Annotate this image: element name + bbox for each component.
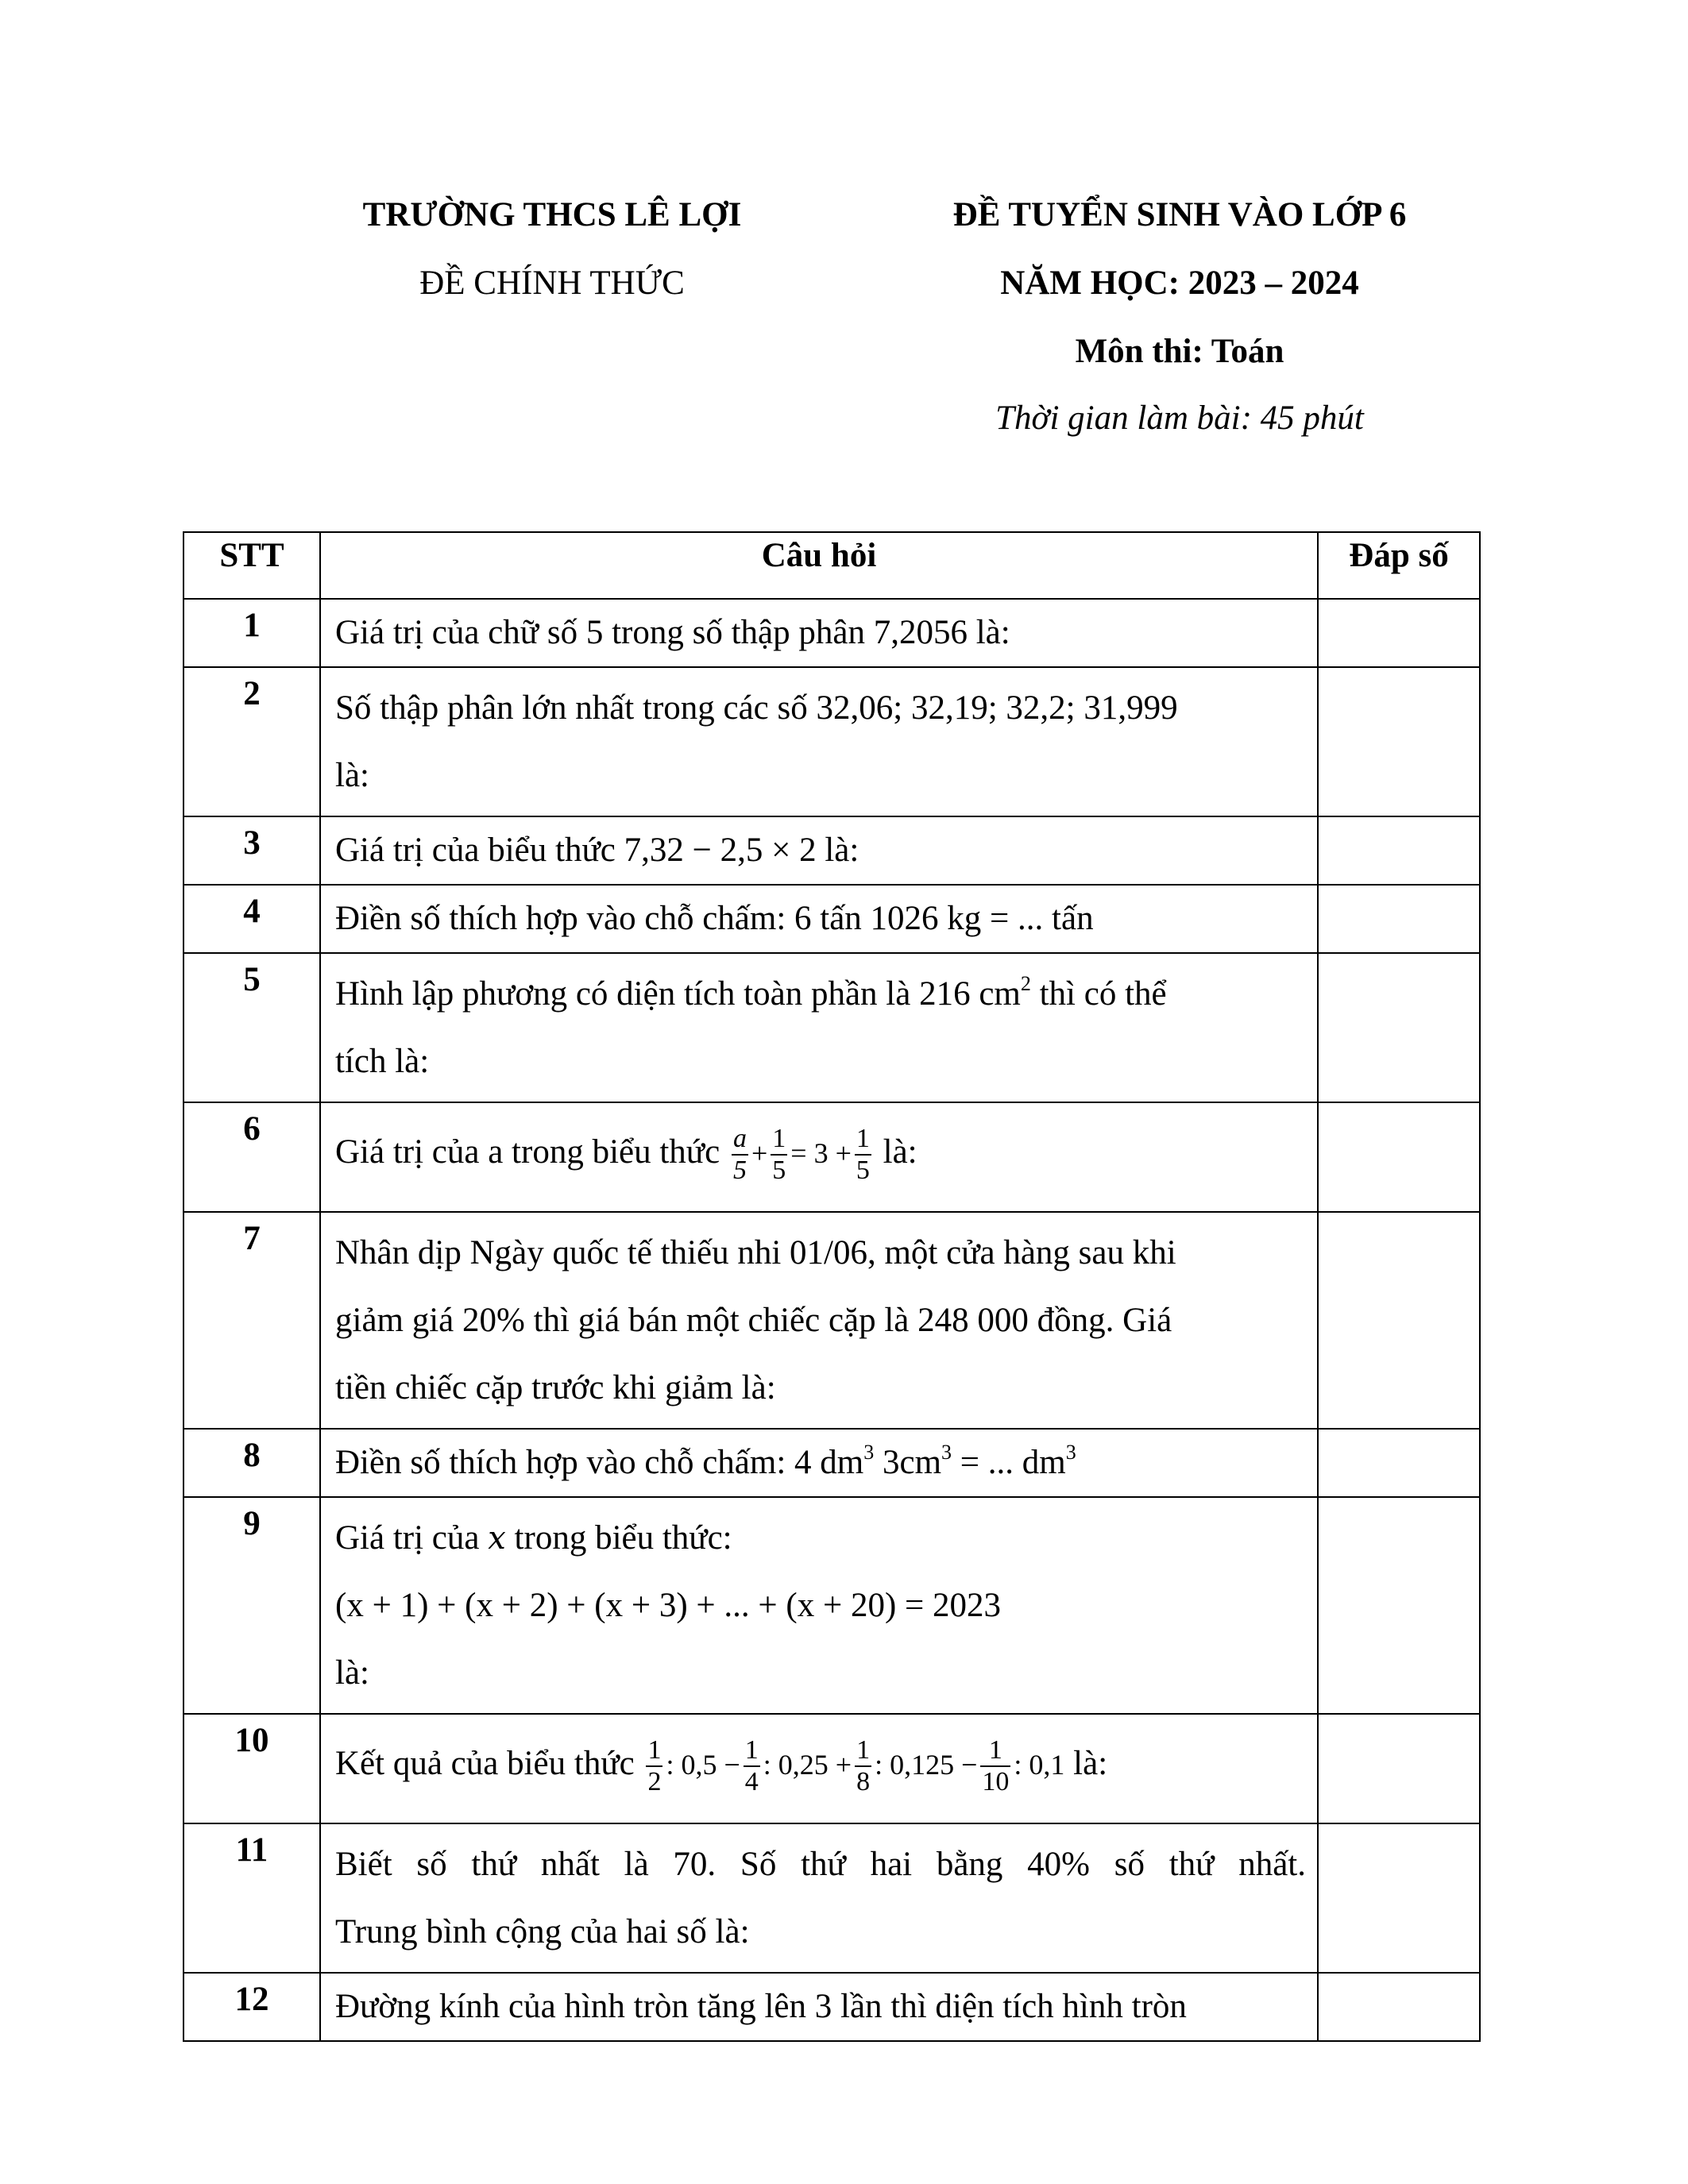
answer-cell[interactable] [1318,1102,1480,1212]
column-header-question: Câu hỏi [320,532,1318,599]
fraction-denominator: 5 [772,1156,786,1185]
question-line: Đường kính của hình tròn tăng lên 3 lần thì diện tích hình tròn [335,1988,1187,2025]
question-text-part: thì có thể [1030,975,1167,1013]
fraction-denominator: 2 [647,1767,662,1796]
question-text [320,816,1318,885]
table-row [183,885,1480,953]
answer-cell[interactable] [1318,1714,1480,1823]
question-text [320,1973,1318,2041]
fraction [732,1124,748,1186]
column-header-stt: STT [183,532,320,599]
fraction [980,1735,1010,1797]
question-number: 11 [183,1823,320,1973]
question-number: 10 [183,1714,320,1823]
question-line: (x + 1) + (x + 2) + (x + 3) + ... + (x + 20) = 2023 [335,1587,1002,1624]
table-row [183,1823,1480,1973]
answer-cell[interactable] [1318,599,1480,667]
answer-cell[interactable] [1318,816,1480,885]
operator: : 0,125 − [875,1748,978,1781]
fraction-numerator: 1 [744,1735,760,1767]
question-number: 3 [183,816,320,885]
question-text-part: Kết quả của biểu thức [335,1744,635,1782]
question-number: 9 [183,1497,320,1714]
official-label: ĐỀ CHÍNH THỨC [419,264,685,302]
question-text [320,953,1318,1102]
question-text-part: Giá trị của [335,1519,489,1557]
question-text-part: Giá trị của a trong biểu thức [335,1133,720,1171]
table-row [183,1714,1480,1823]
column-header-answer: Đáp số [1318,532,1480,599]
question-line [335,1504,1306,1572]
question-number: 6 [183,1102,320,1212]
question-number: 7 [183,1212,320,1429]
answer-cell[interactable] [1318,1973,1480,2041]
school-name: TRƯỜNG THCS LÊ LỢI [362,196,742,233]
fraction [771,1124,787,1186]
operator: = 3 + [790,1136,852,1169]
question-number: 2 [183,667,320,816]
operator: : 0,25 + [763,1748,852,1781]
table-row [183,1212,1480,1429]
question-line: Biết số thứ nhất là 70. Số thứ hai bằng 40% số thứ nhất. [335,1846,1306,1883]
question-text [320,1497,1318,1714]
fraction-numerator: 1 [771,1124,787,1156]
table-row [183,599,1480,667]
exponent: 3 [863,1441,875,1464]
fraction-denominator: 8 [856,1767,871,1796]
table-row [183,1102,1480,1212]
operator: : 0,1 [1014,1748,1065,1781]
question-text [320,1823,1318,1973]
question-line: Điền số thích hợp vào chỗ chấm: 6 tấn 1026 kg = ... tấn [335,900,1094,937]
question-line: là: [335,1654,369,1692]
question-line: tiền chiếc cặp trước khi giảm là: [335,1369,776,1406]
exam-title: ĐỀ TUYỂN SINH VÀO LỚP 6 [952,196,1407,233]
question-text-part: Hình lập phương có diện tích toàn phần là 216 cm [335,975,1021,1013]
fraction-denominator: 5 [856,1156,870,1185]
question-text-part: = ... dm [952,1444,1066,1481]
question-line: Trung bình cộng của hai số là: [335,1913,750,1951]
fraction-numerator: 1 [980,1735,1010,1767]
table-row [183,667,1480,816]
answer-cell[interactable] [1318,953,1480,1102]
question-number: 4 [183,885,320,953]
fraction-numerator: a [732,1124,748,1156]
answer-cell[interactable] [1318,1823,1480,1973]
fraction [855,1124,871,1186]
answer-cell[interactable] [1318,885,1480,953]
table-row [183,1429,1480,1497]
question-text-part: là: [883,1133,917,1171]
fraction-denominator: 5 [732,1156,747,1185]
question-line: Giá trị của chữ số 5 trong số thập phân 7,2056 là: [335,614,1010,651]
question-text-part: trong biểu thức: [505,1519,732,1557]
exponent: 3 [1065,1441,1076,1464]
exponent: 3 [941,1441,952,1464]
question-number: 5 [183,953,320,1102]
question-number: 1 [183,599,320,667]
answer-cell[interactable] [1318,667,1480,816]
question-number: 12 [183,1973,320,2041]
exam-table [183,531,1481,2042]
question-text [320,885,1318,953]
variable: x [488,1520,506,1557]
question-line: Số thập phân lớn nhất trong các số 32,06; 32,19; 32,2; 31,999 [335,689,1178,727]
fraction-numerator: 1 [855,1735,871,1767]
fraction [855,1735,871,1797]
question-text [320,1102,1318,1212]
question-line [335,960,1306,1028]
school-year: NĂM HỌC: 2023 – 2024 [1000,264,1359,302]
question-line: giảm giá 20% thì giá bán một chiếc cặp là 248 000 đồng. Giá [335,1302,1172,1339]
table-row [183,1497,1480,1714]
question-text-part: là: [1073,1744,1108,1782]
question-text [320,1429,1318,1497]
fraction [744,1735,760,1797]
question-text [320,599,1318,667]
answer-cell[interactable] [1318,1429,1480,1497]
question-number: 8 [183,1429,320,1497]
answer-cell[interactable] [1318,1497,1480,1714]
question-line: tích là: [335,1043,430,1080]
question-text [320,1212,1318,1429]
fraction [646,1735,662,1797]
question-line: Nhân dịp Ngày quốc tế thiếu nhi 01/06, một cửa hàng sau khi [335,1234,1176,1271]
question-text [320,1714,1318,1823]
duration: Thời gian làm bài: 45 phút [995,399,1364,437]
exponent: 2 [1020,972,1031,995]
subject: Môn thi: Toán [1075,333,1284,370]
fraction-numerator: 1 [855,1124,871,1156]
question-text [320,667,1318,816]
table-header-row [183,532,1480,599]
operator: : 0,5 − [666,1748,740,1781]
question-line: Giá trị của biểu thức 7,32 − 2,5 × 2 là: [335,832,859,869]
fraction-denominator: 10 [982,1767,1010,1796]
answer-cell[interactable] [1318,1212,1480,1429]
question-text-part: Điền số thích hợp vào chỗ chấm: 4 dm [335,1444,864,1481]
question-line: là: [335,757,369,794]
operator: + [751,1136,768,1169]
table-row [183,816,1480,885]
fraction-denominator: 4 [744,1767,759,1796]
fraction-numerator: 1 [646,1735,662,1767]
table-row [183,1973,1480,2041]
question-text-part: 3cm [874,1444,942,1481]
table-row [183,953,1480,1102]
